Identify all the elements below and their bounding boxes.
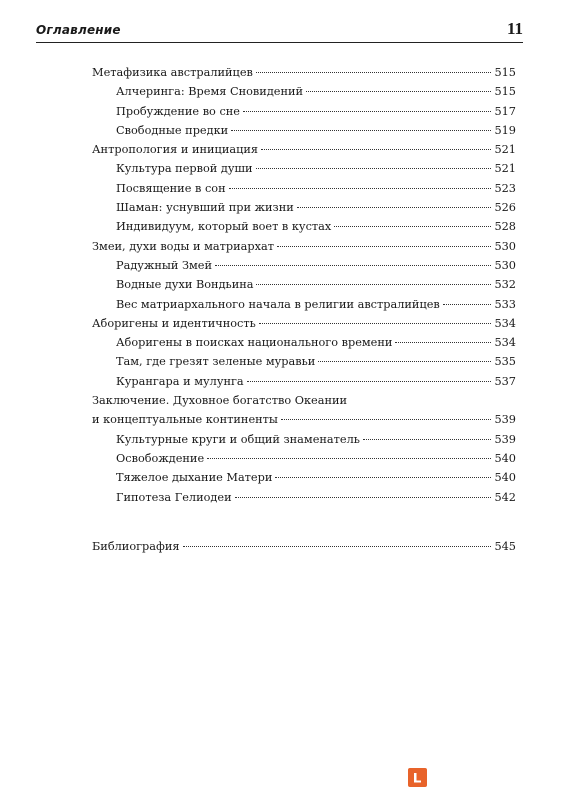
toc-subentry[interactable] — [92, 102, 516, 121]
toc-entry-title: Культурные круги и общий знаменатель — [116, 432, 360, 446]
toc-entry-page: 545 — [494, 539, 516, 553]
toc-subentry[interactable] — [92, 449, 516, 468]
toc-subentry[interactable] — [92, 217, 516, 236]
toc-entry-page: 539 — [494, 413, 516, 427]
toc-subentry[interactable] — [92, 430, 516, 449]
toc-entry-title: Шаман: уснувший при жизни — [116, 201, 294, 215]
toc-entry-title-line2: и концептуальные континенты — [92, 413, 278, 427]
toc-entry-title: Курангара и мулунга — [116, 374, 244, 388]
toc-entry-page: 539 — [494, 432, 516, 446]
toc-subentry[interactable] — [92, 198, 516, 217]
toc-leader-dots — [363, 439, 492, 440]
toc-entry-page: 530 — [494, 239, 516, 253]
toc-entry-title: Змеи, духи воды и матриархат — [92, 239, 274, 253]
toc-entry-page: 515 — [494, 66, 516, 79]
toc-entry-page: 519 — [494, 123, 516, 137]
running-head-title: Оглавление — [36, 23, 121, 37]
toc-entry-title-line1: Заключение. Духовное богатство Океании — [92, 394, 348, 408]
toc-entry-title: Свободные предки — [116, 123, 229, 137]
toc-entry-page: 528 — [494, 220, 516, 234]
toc-entry-page: 542 — [494, 490, 516, 504]
toc-leader-dots — [247, 381, 492, 382]
toc-subentry[interactable] — [92, 275, 516, 294]
toc-entry-title: Метафизика австралийцев — [92, 66, 253, 79]
toc-subentry[interactable] — [92, 468, 516, 487]
toc-subentry[interactable] — [92, 295, 516, 314]
toc-subentry[interactable] — [92, 179, 516, 198]
toc-entry-page: 534 — [494, 336, 516, 350]
toc-subentry[interactable] — [92, 256, 516, 275]
toc-entry-title: Тяжелое дыхание Матери — [116, 471, 273, 485]
toc-entry[interactable] — [92, 140, 516, 159]
toc-entry-title: Аборигены в поисках национального времени — [116, 336, 393, 350]
toc-entry-page: 526 — [494, 201, 516, 215]
toc-entry-title: Культура первой души — [116, 162, 253, 176]
toc-leader-dots — [229, 188, 492, 189]
toc-entry[interactable] — [92, 237, 516, 256]
toc-entry-page: 532 — [494, 278, 516, 292]
toc-leader-dots — [231, 130, 491, 131]
toc-entry-page: 515 — [494, 85, 516, 99]
toc-leader-dots — [256, 284, 491, 285]
toc-entry-page: 517 — [494, 104, 516, 118]
page-number: 11 — [506, 19, 523, 38]
toc-leader-dots — [334, 226, 491, 227]
toc-entry-title: Пробуждение во сне — [116, 104, 240, 118]
toc-subentry[interactable] — [92, 82, 516, 101]
toc-subentry[interactable] — [92, 159, 516, 178]
toc-list — [92, 63, 516, 391]
toc-entry-title: Водные духи Вондьина — [116, 278, 254, 292]
toc-entry-title: Радужный Змей — [116, 258, 213, 272]
toc-entry-page: 530 — [494, 258, 516, 272]
page-header — [36, 8, 523, 43]
toc-entry-title: Индивидуум, который воет в кустах — [116, 220, 332, 234]
toc-leader-dots — [281, 419, 492, 420]
toc-leader-dots — [243, 111, 491, 112]
toc-entry-title: Вес матриархального начала в религии австралийцев — [116, 297, 440, 311]
toc-leader-dots — [443, 304, 492, 305]
toc-leader-dots — [256, 168, 492, 169]
toc-entry-conclusion[interactable] — [92, 391, 516, 430]
toc-entry-title: Посвящение в сон — [116, 181, 226, 195]
toc-leader-dots — [235, 497, 492, 498]
toc-entry-title: Освобождение — [116, 451, 205, 465]
toc-leader-dots — [395, 342, 491, 343]
toc-entry[interactable] — [92, 314, 516, 333]
toc-leader-dots — [183, 546, 492, 547]
toc-leader-dots — [275, 477, 491, 478]
toc-entry-page: 521 — [494, 143, 516, 157]
toc-leader-dots — [261, 149, 491, 150]
toc-entry-page: 540 — [494, 471, 516, 485]
toc-entry-page: 540 — [494, 451, 516, 465]
toc-entry-title: Аборигены и идентичность — [92, 316, 256, 330]
toc-entry-title: Алчеринга: Время Сновидений — [116, 85, 304, 99]
toc-entry-page: 521 — [494, 162, 516, 176]
toc-entry-title: Там, где грезят зеленые муравьи — [116, 355, 316, 369]
toc-subentry[interactable] — [92, 372, 516, 391]
toc-entry-title: Библиография — [92, 539, 180, 553]
toc-leader-dots — [318, 361, 491, 362]
toc-leader-dots — [215, 265, 491, 266]
toc-entry-page: 533 — [494, 297, 516, 311]
toc-leader-dots — [297, 207, 492, 208]
toc-leader-dots — [277, 246, 491, 247]
toc-leader-dots — [256, 72, 492, 73]
table-of-contents — [92, 63, 516, 556]
toc-entry-page: 537 — [494, 374, 516, 388]
toc-subentry[interactable] — [92, 488, 516, 507]
toc-entry-page: 535 — [494, 355, 516, 369]
toc-entry-page: 523 — [494, 181, 516, 195]
toc-subentry[interactable] — [92, 121, 516, 140]
toc-entry-title: Антропология и инициация — [92, 143, 259, 157]
toc-entry-page: 534 — [494, 316, 516, 330]
labirint-logo-icon — [408, 768, 427, 787]
toc-subentry[interactable] — [92, 333, 516, 352]
toc-entry-bibliography[interactable] — [92, 537, 516, 556]
toc-entry[interactable] — [92, 63, 516, 82]
toc-leader-dots — [306, 91, 491, 92]
toc-list-conclusion-subsections — [92, 430, 516, 507]
toc-subentry[interactable] — [92, 352, 516, 371]
toc-entry-title: Гипотеза Гелиодеи — [116, 490, 232, 504]
toc-leader-dots — [259, 323, 492, 324]
toc-leader-dots — [207, 458, 491, 459]
